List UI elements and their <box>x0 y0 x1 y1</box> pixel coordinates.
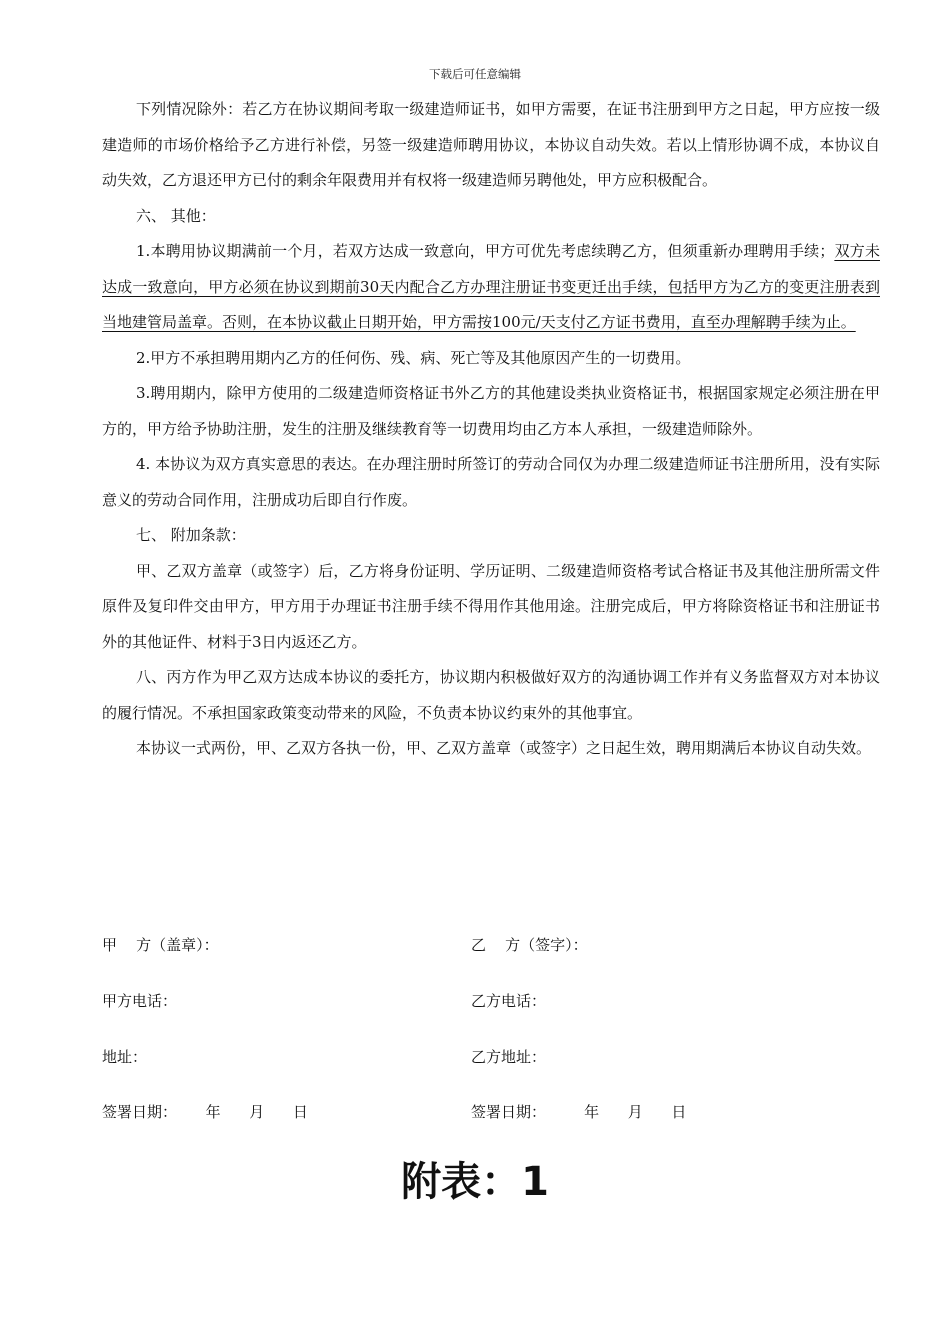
signature-row-phone <box>102 990 880 1014</box>
party-a-phone-label: 甲方电话： <box>102 992 178 1010</box>
signature-row-party <box>102 934 880 958</box>
paragraph-true-intent: 4. 本协议为双方真实意思的表达。在办理注册时所签订的劳动合同仅为办理二级建造师证书注册所用，没有实际意义的劳动合同作用，注册成功后即自行作废。 <box>102 455 880 509</box>
document-body <box>102 92 880 767</box>
paragraph-renewal-underlined: 双方未达成一致意向，甲方必须在协议到期前30天内配合乙方办理注册证书变更迁出手续，包括甲方为乙方的变更注册表到当地建管局盖章。否则，在本协议截止日期开始，甲方需按100元/天支付乙方证书费用，直至办理解聘手续为止。 <box>102 242 880 331</box>
party-a-label: 甲 方（盖章）： <box>102 936 219 954</box>
appendix-title: 附表：1 <box>401 1159 549 1205</box>
paragraph-exception: 下列情况除外：若乙方在协议期间考取一级建造师证书，如甲方需要，在证书注册到甲方之日起，甲方应按一级建造师的市场价格给予乙方进行补偿，另签一级建造师聘用协议，本协议自动失效。若以上情形协调不成，本协议自动失效，乙方退还甲方已付的剩余年限费用并有权将一级建造师另聘他处，甲方应积极配合。 <box>102 100 880 189</box>
party-b-address-label: 乙方地址： <box>471 1048 547 1066</box>
paragraph-other-certificates: 3.聘用期内，除甲方使用的二级建造师资格证书外乙方的其他建设类执业资格证书，根据国家规定必须注册在甲方的，甲方给予协助注册，发生的注册及继续教育等一切费用均由乙方本人承担，一级建造师除外。 <box>102 384 880 438</box>
signature-row-address <box>102 1046 880 1070</box>
party-b-date-label: 签署日期： 年 月 日 <box>471 1103 687 1121</box>
paragraph-liability: 2.甲方不承担聘用期内乙方的任何伤、残、病、死亡等及其他原因产生的一切费用。 <box>136 348 691 367</box>
section-heading-7: 七、 附加条款： <box>136 526 246 544</box>
party-a-address-label: 地址： <box>102 1048 148 1066</box>
paragraph-renewal-text: 1.本聘用协议期满前一个月，若双方达成一致意向，甲方可优先考虑续聘乙方，但须重新办理聘用手续； <box>136 242 835 260</box>
paragraph-renewal <box>102 234 880 341</box>
paragraph-additional-terms: 甲、乙双方盖章（或签字）后，乙方将身份证明、学历证明、二级建造师资格考试合格证书及其他注册所需文件原件及复印件交由甲方，甲方用于办理证书注册手续不得用作其他用途。注册完成后，甲方将除资格证书和注册证书外的其他证件、材料于3日内返还乙方。 <box>102 561 880 651</box>
signature-row-date <box>102 1101 880 1125</box>
party-b-label: 乙 方（签字）： <box>471 936 588 954</box>
paragraph-effective: 本协议一式两份，甲、乙双方各执一份，甲、乙双方盖章（或签字）之日起生效，聘用期满后本协议自动失效。 <box>136 739 872 757</box>
party-a-date-label: 签署日期： 年 月 日 <box>102 1103 308 1121</box>
party-b-phone-label: 乙方电话： <box>471 992 547 1010</box>
paragraph-party-c: 八、丙方作为甲乙双方达成本协议的委托方，协议期内积极做好双方的沟通协调工作并有义务监督双方对本协议的履行情况。不承担国家政策变动带来的风险，不负责本协议约束外的其他事宜。 <box>102 668 880 722</box>
section-heading-6: 六、 其他： <box>136 206 216 225</box>
page-header: 下载后可任意编辑 <box>429 67 521 81</box>
